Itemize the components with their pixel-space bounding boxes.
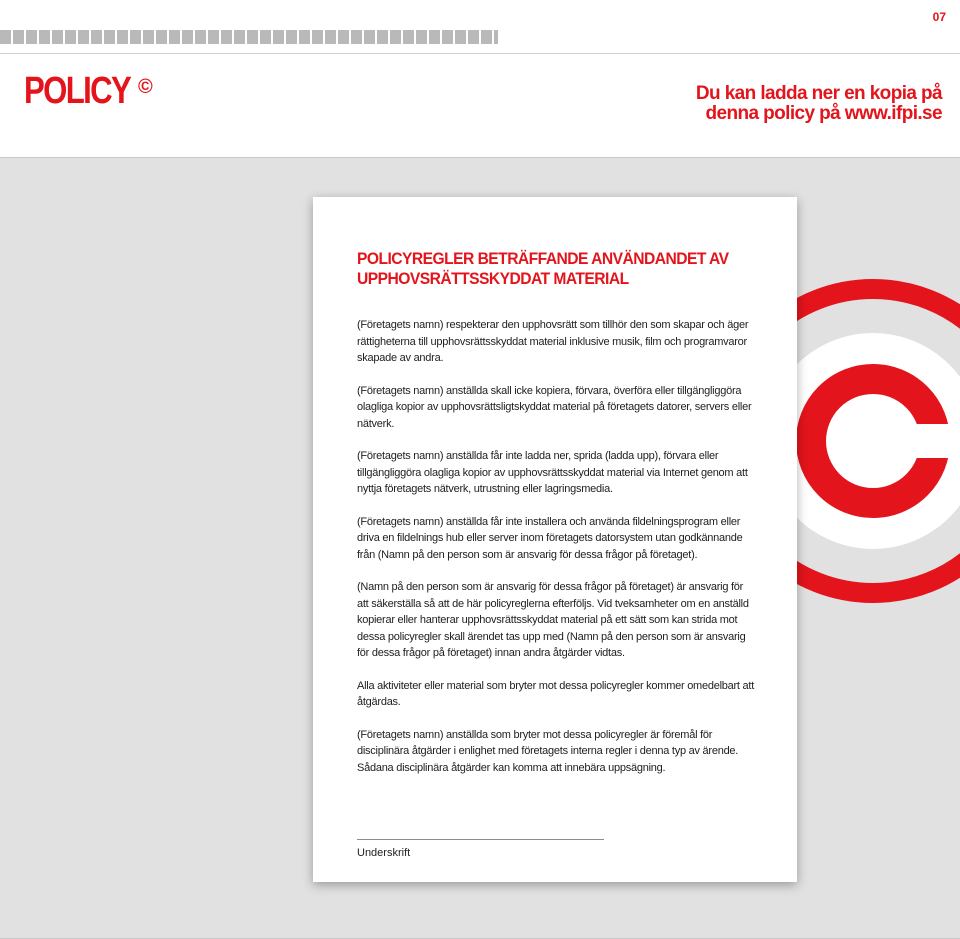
document-paragraph: (Namn på den person som är ansvarig för dessa frågor på företaget) är ansvarig för att säkerställa så att de här policyreglerna efterföljs. Vid tveksamheter om en anställd kopierar eller hanterar upphovsrättsskyddat material på ett sätt som kan strida mot dessa policyregler skall ärendet tas upp med (Namn på den person som är ansvarig för dessa frågor på företaget) innan andra åtgärder vidtas. xyxy=(357,581,749,659)
page-number: 07 xyxy=(932,10,946,24)
policy-document-sheet xyxy=(313,197,797,882)
document-paragraph: (Företagets namn) anställda får inte ladda ner, sprida (ladda upp), förvara eller tillgängliggöra olagliga kopior av upphovsrättsskyddat material via Internet genom att nyttja företagets nätverk, utrustning eller lagringsmedia. xyxy=(357,450,748,495)
copyright-symbol: © xyxy=(138,76,153,98)
document-paragraph: Alla aktiviteter eller material som bryter mot dessa policyregler kommer omedelbart att åtgärdas. xyxy=(357,679,755,708)
signature-label: Underskrift xyxy=(357,847,411,859)
document-paragraph: (Företagets namn) anställda skall icke kopiera, förvara, överföra eller tillgängliggöra olagliga kopior av upphovsrättsligtskyddat material på företagets datorer, servers eller nätverk. xyxy=(357,384,752,430)
document-heading: POLICYREGLER BETRÄFFANDE ANVÄNDANDET AV UPPHOVSRÄTTSSKYDDAT MATERIAL xyxy=(357,249,729,288)
content-panel xyxy=(0,157,960,939)
download-note: Du kan ladda ner en kopia på denna policy på www.ifpi.se xyxy=(695,83,942,124)
document-body xyxy=(357,317,757,792)
document-paragraph: (Företagets namn) anställda får inte installera och använda fildelningsprogram eller driva en fildelnings hub eller server inom företagets datorsystem utan godkännande från (Namn på den person som är ansvarig för dessa frågor på företaget). xyxy=(357,515,743,561)
document-paragraph: (Företagets namn) respekterar den upphovsrätt som tillhör den som skapar och äger rättigheterna till upphovsrättsskyddat material inklusive musik, film och programvaror skapade av andra. xyxy=(357,319,749,364)
signature-line xyxy=(357,839,604,840)
document-paragraph: (Företagets namn) anställda som bryter mot dessa policyregler är föremål för disciplinära åtgärder i enlighet med företagets interna regler i denna typ av ärende. Sådana disciplinära åtgärder kan komma att innebära uppsägning. xyxy=(357,728,739,774)
header-divider xyxy=(0,53,960,54)
page-title: POLICY xyxy=(24,70,131,112)
header-stripe-bar xyxy=(0,30,498,44)
